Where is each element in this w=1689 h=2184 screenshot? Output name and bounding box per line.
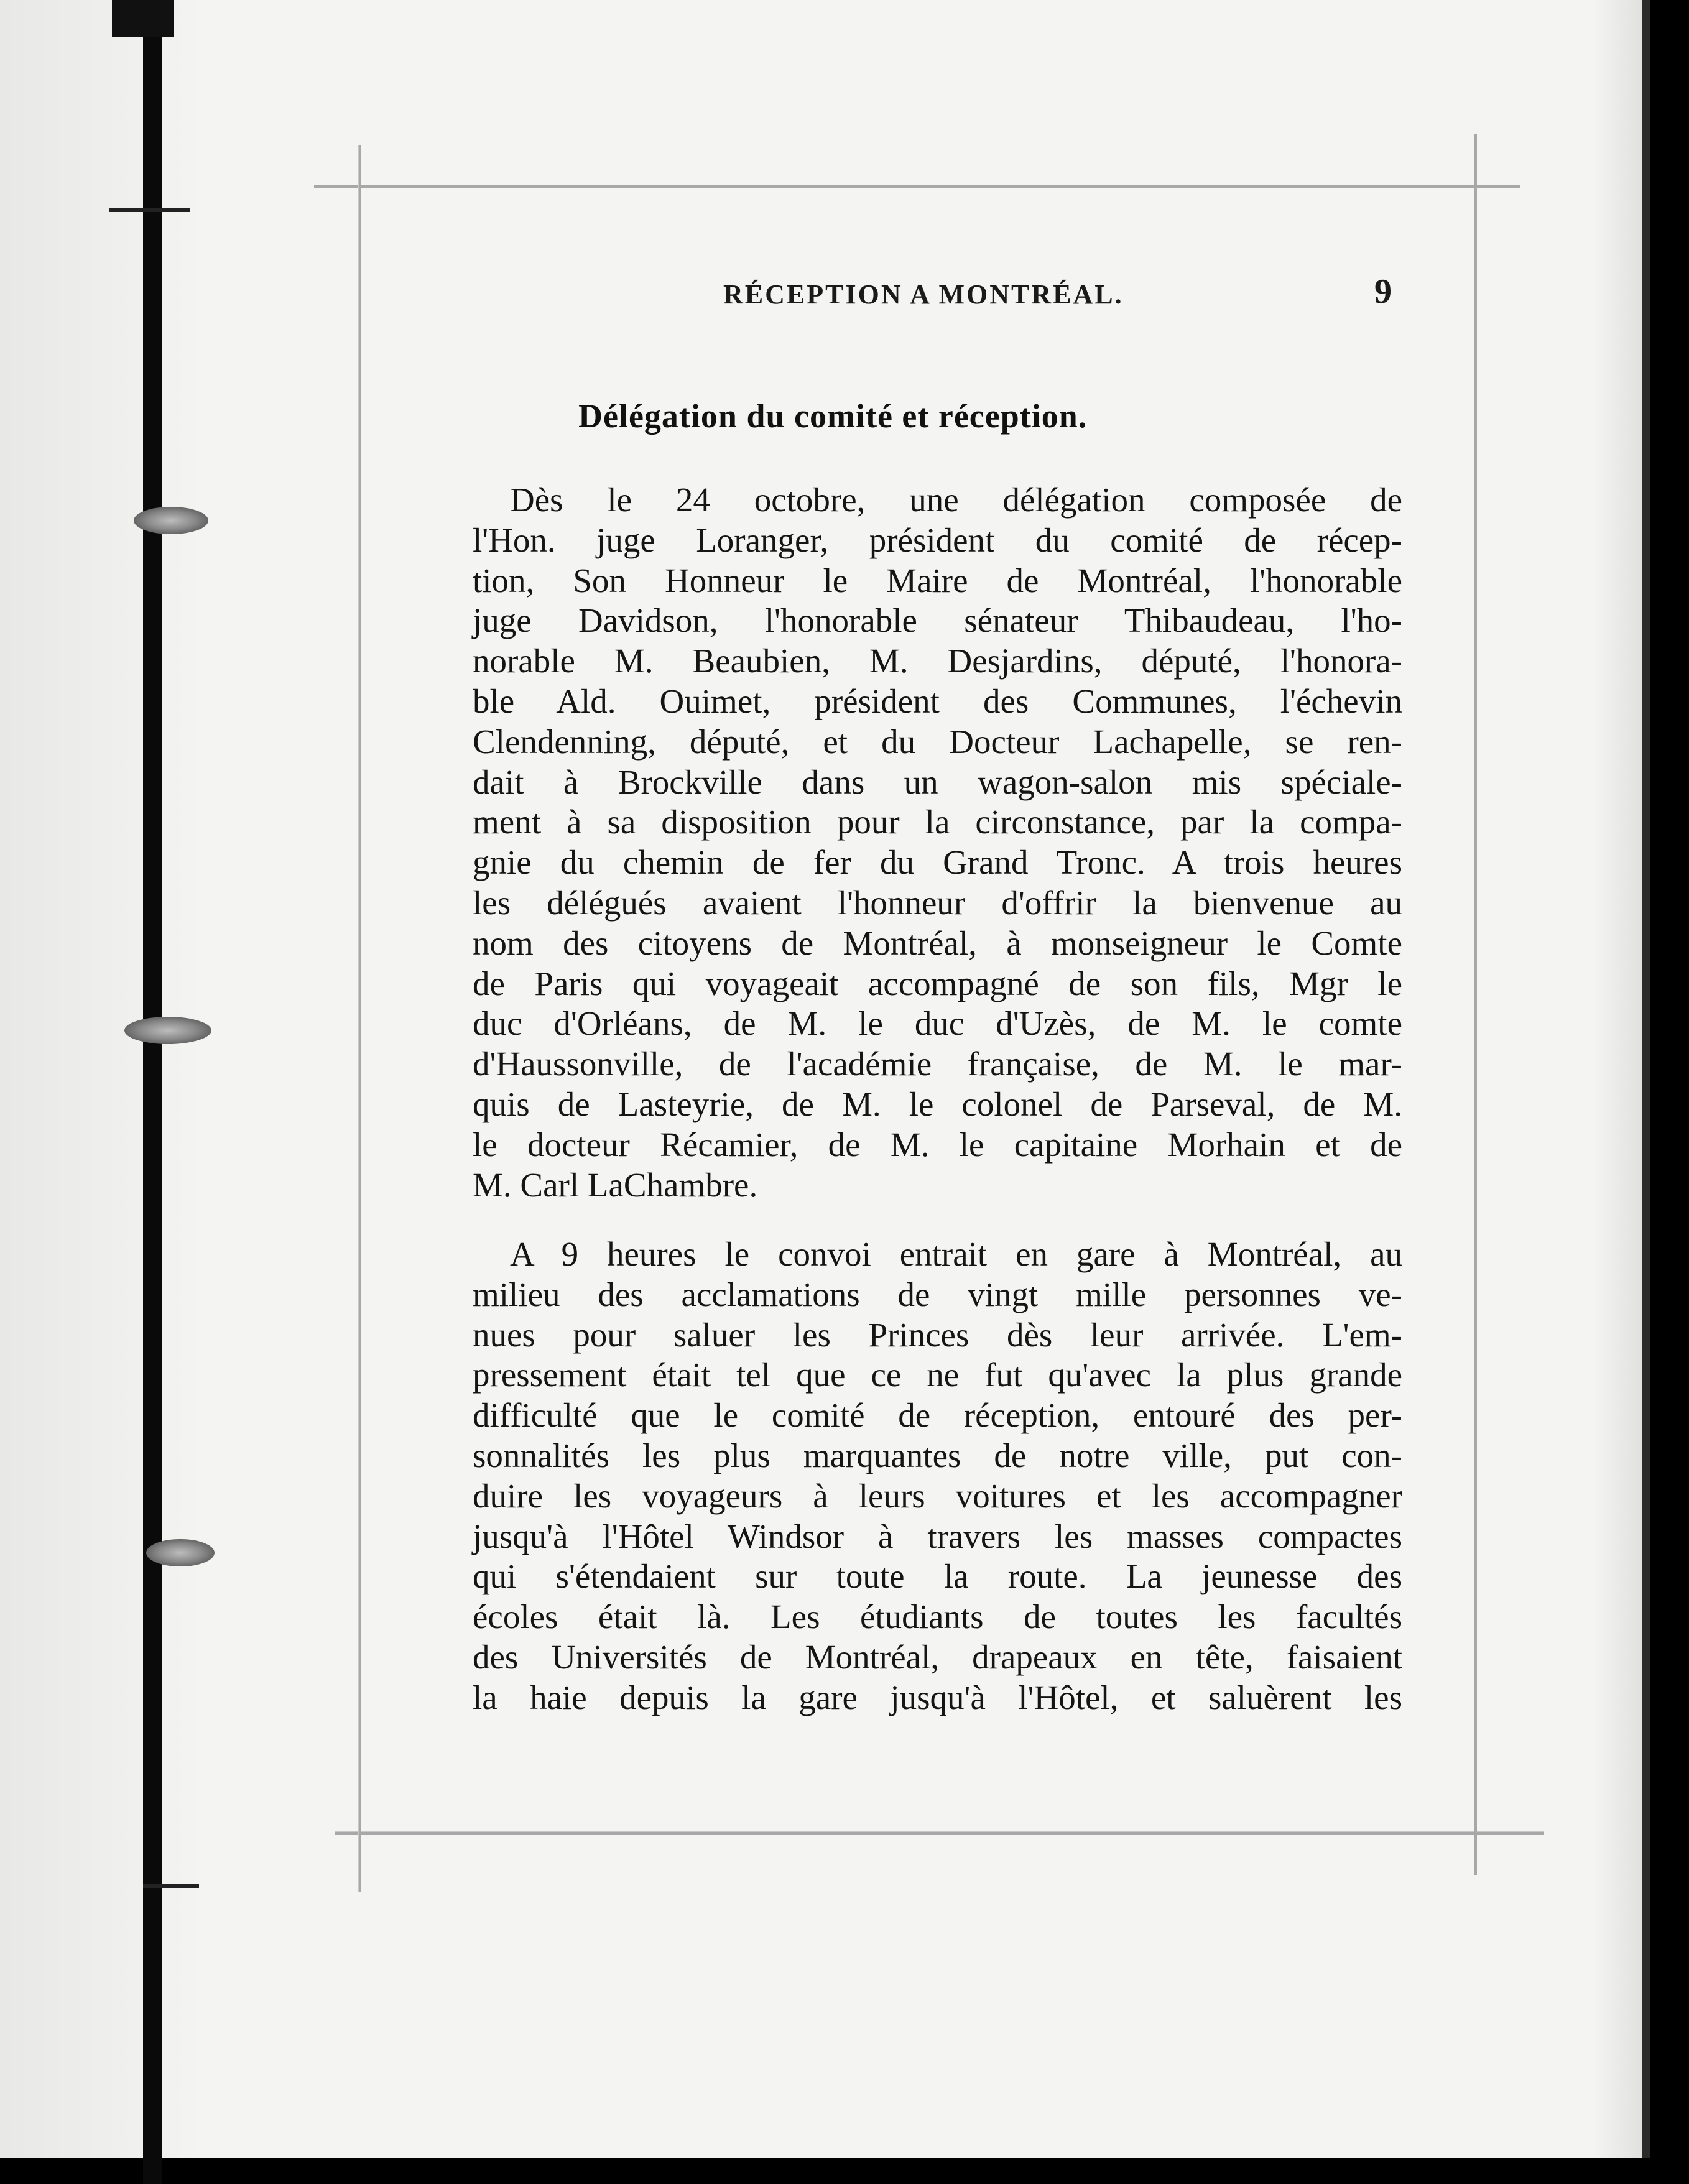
- text-line: difficulté que le comité de réception, entouré des per-: [473, 1396, 1402, 1435]
- text-line: d'Haussonville, de l'académie française, de M. le mar-: [473, 1045, 1402, 1083]
- binding-stitch: [146, 1539, 215, 1566]
- text-line: des Universités de Montréal, drapeaux en tête, faisaient: [473, 1637, 1402, 1676]
- text-line: nom des citoyens de Montréal, à monseigneur le Comte: [473, 923, 1402, 962]
- paragraph-1: [473, 480, 1402, 1205]
- paragraph-2: [473, 1234, 1402, 1718]
- text-line: sonnalités les plus marquantes de notre ville, put con-: [473, 1436, 1402, 1474]
- text-line: duire les voyageurs à leurs voitures et les accompagner: [473, 1476, 1402, 1515]
- text-line: l'Hon. juge Loranger, président du comité de récep-: [473, 521, 1402, 559]
- page-edge-shadow: [1592, 0, 1642, 2158]
- text-line: la haie depuis la gare jusqu'à l'Hôtel, et saluèrent les: [473, 1678, 1402, 1716]
- text-line: le docteur Récamier, de M. le capitaine Morhain et de: [473, 1125, 1402, 1164]
- text-line: nues pour saluer les Princes dès leur arrivée. L'em-: [473, 1315, 1402, 1354]
- section-heading: Délégation du comité et réception.: [578, 397, 1088, 435]
- text-line: dait à Brockville dans un wagon-salon mis spéciale-: [473, 762, 1402, 801]
- text-line: Clendenning, député, et du Docteur Lachapelle, se ren-: [473, 722, 1402, 761]
- text-line: Dès le 24 octobre, une délégation composée de: [510, 481, 1402, 519]
- binding-stitch: [134, 507, 208, 534]
- text-line: duc d'Orléans, de M. le duc d'Uzès, de M. le comte: [473, 1004, 1402, 1043]
- text-line: gnie du chemin de fer du Grand Tronc. A trois heures: [473, 843, 1402, 882]
- binding-spine: [143, 0, 162, 2184]
- binding-stitch: [124, 1017, 211, 1044]
- binding-tick: [143, 1884, 199, 1888]
- page-number: 9: [1374, 272, 1392, 311]
- binding-spine-top: [112, 0, 174, 37]
- frame-rule-bottom: [335, 1831, 1544, 1835]
- text-line: qui s'étendaient sur toute la route. La jeunesse des: [473, 1557, 1402, 1596]
- text-line: A 9 heures le convoi entrait en gare à Montréal, au: [510, 1235, 1402, 1273]
- binding-tick: [109, 208, 190, 212]
- text-line: de Paris qui voyageait accompagné de son fils, Mgr le: [473, 964, 1402, 1002]
- frame-rule-top: [314, 185, 1520, 188]
- text-line: norable M. Beaubien, M. Desjardins, député, l'honora-: [473, 642, 1402, 680]
- text-line: les délégués avaient l'honneur d'offrir la bienvenue au: [473, 883, 1402, 922]
- frame-rule-left: [358, 145, 361, 1892]
- text-line: milieu des acclamations de vingt mille personnes ve-: [473, 1275, 1402, 1313]
- text-line: jusqu'à l'Hôtel Windsor à travers les masses compactes: [473, 1517, 1402, 1555]
- text-line: écoles était là. Les étudiants de toutes les facultés: [473, 1598, 1402, 1636]
- text-line: ment à sa disposition pour la circonstance, par la compa-: [473, 803, 1402, 841]
- text-line: quis de Lasteyrie, de M. le colonel de Parseval, de M.: [473, 1085, 1402, 1123]
- running-head: RÉCEPTION A MONTRÉAL.: [723, 279, 1124, 310]
- gutter-shading: [0, 0, 205, 2158]
- frame-rule-right: [1474, 134, 1477, 1875]
- text-line: tion, Son Honneur le Maire de Montréal, l'honorable: [473, 561, 1402, 599]
- text-line: juge Davidson, l'honorable sénateur Thibaudeau, l'ho-: [473, 601, 1402, 640]
- text-line: ble Ald. Ouimet, président des Communes, l'échevin: [473, 682, 1402, 720]
- text-line: M. Carl LaChambre.: [473, 1165, 758, 1204]
- text-line: pressement était tel que ce ne fut qu'avec la plus grande: [473, 1356, 1402, 1394]
